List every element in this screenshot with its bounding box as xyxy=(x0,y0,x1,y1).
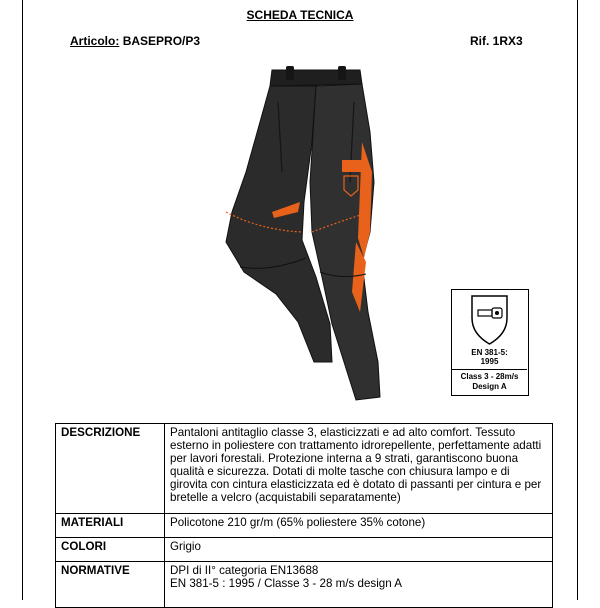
standards-line: EN 381-5 : 1995 / Classe 3 - 28 m/s design A xyxy=(170,577,402,590)
belt-loop xyxy=(338,66,346,80)
standards-label: NORMATIVE xyxy=(56,562,165,608)
table-row xyxy=(56,514,553,538)
table-row xyxy=(56,424,553,514)
colors-value: Grigio xyxy=(165,538,553,562)
certification-divider xyxy=(452,369,527,370)
description-label: DESCRIZIONE xyxy=(56,424,165,514)
page-border-right xyxy=(577,0,578,600)
table-row xyxy=(56,562,553,608)
article-code xyxy=(70,34,200,48)
certification-standard: EN 381-5: 1995 xyxy=(471,348,508,366)
table-row xyxy=(56,538,553,562)
article-label: Articolo: xyxy=(70,34,120,48)
standards-value xyxy=(165,562,553,608)
svg-text:3: 3 xyxy=(361,181,368,195)
standards-line: DPI di II° categoria EN13688 xyxy=(170,564,319,577)
belt-loop xyxy=(286,66,294,80)
certification-class: Class 3 - 28m/s Design A xyxy=(460,372,519,391)
page-title: SCHEDA TECNICA xyxy=(246,8,354,22)
article-value: BASEPRO/P3 xyxy=(122,34,201,48)
product-image-trousers xyxy=(220,62,385,407)
specs-table xyxy=(55,423,553,608)
materials-label: MATERIALI xyxy=(56,514,165,538)
certification-badge xyxy=(451,289,529,396)
page-border-left xyxy=(22,0,23,600)
reference-code: Rif. 1RX3 xyxy=(470,34,523,48)
colors-label: COLORI xyxy=(56,538,165,562)
description-value: Pantaloni antitaglio classe 3, elasticizzati e ad alto comfort. Tessuto esterno in poliestere con trattamento idrorepellente, perfettamente adatti per lavori forestali. Protezione interna a 9 strati, garantiscono buona qualità e sicurezza. Dotati di molte tasche con chiusura lampo e di girovita con cintura elasticizzata ed è dotato di passanti per cintura e per bretelle a velcro (acquistabili separatamente) xyxy=(165,424,553,514)
materials-value: Policotone 210 gr/m (65% poliestere 35% cotone) xyxy=(165,514,553,538)
